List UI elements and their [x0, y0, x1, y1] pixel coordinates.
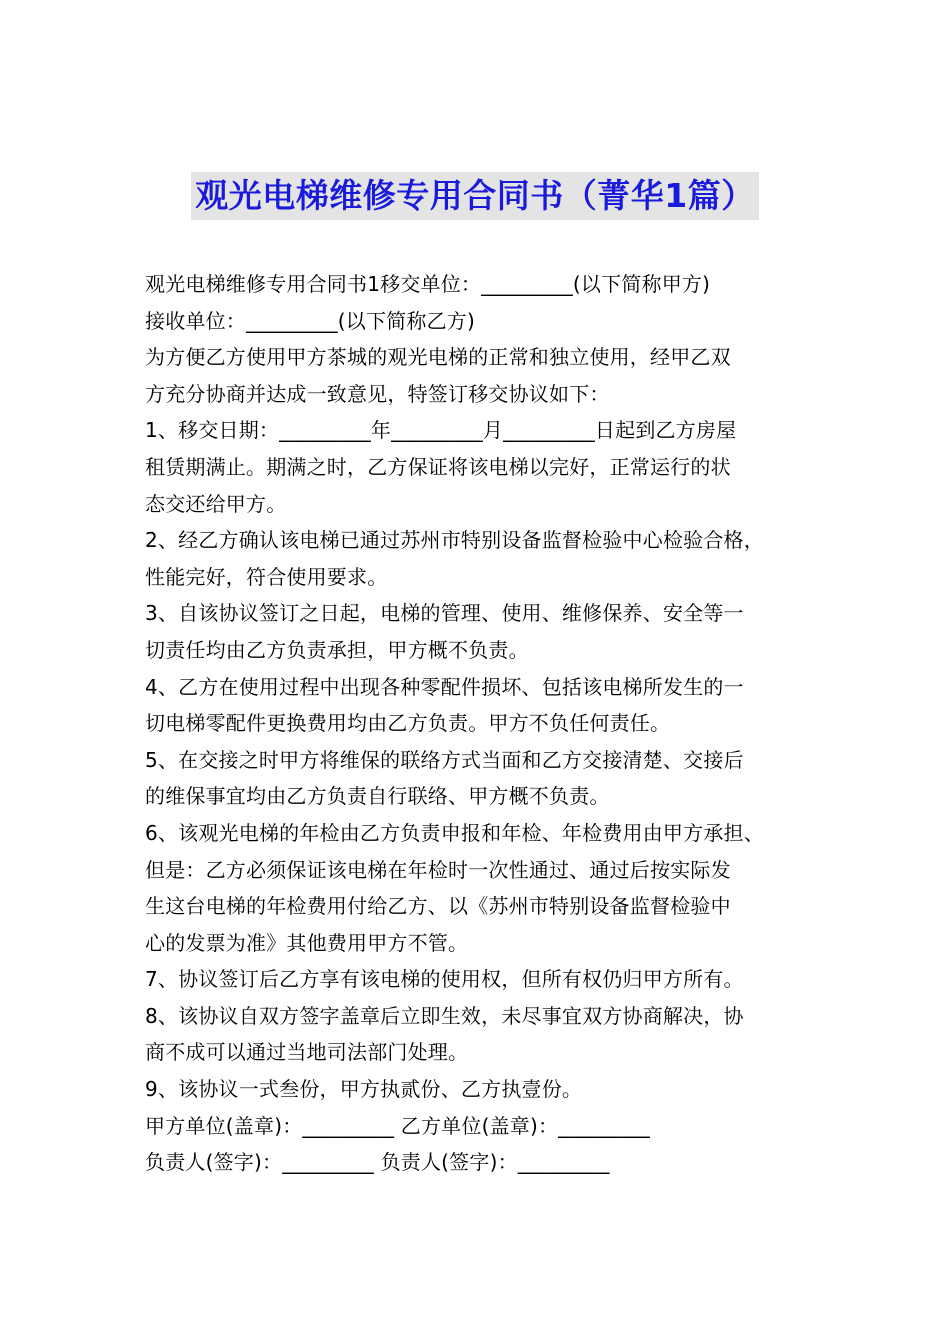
- title-container: [0, 172, 950, 220]
- signature-line: 甲方单位(盖章)：_________ 乙方单位(盖章)：_________: [145, 1113, 650, 1138]
- body-line: 接收单位：_________(以下简称乙方): [145, 308, 476, 333]
- body-line: 切电梯零配件更换费用均由乙方负责。甲方不负任何责任。: [145, 711, 671, 736]
- body-line: 租赁期满止。期满之时，乙方保证将该电梯以完好，正常运行的状: [145, 454, 731, 479]
- body-line: 8、该协议自双方签字盖章后立即生效，未尽事宜双方协商解决，协: [145, 1003, 744, 1028]
- signature-line: 负责人(签字)：_________ 负责人(签字)：_________: [145, 1150, 610, 1175]
- body-line: 心的发票为准》其他费用甲方不管。: [145, 930, 469, 955]
- body-line: 但是：乙方必须保证该电梯在年检时一次性通过、通过后按实际发: [145, 857, 731, 882]
- body-line: 为方便乙方使用甲方茶城的观光电梯的正常和独立使用，经甲乙双: [145, 345, 731, 370]
- body-line: 3、自该协议签订之日起，电梯的管理、使用、维修保养、安全等一: [145, 601, 744, 626]
- body-line: 观光电梯维修专用合同书1移交单位：_________(以下简称甲方): [145, 272, 711, 296]
- document-title: 观光电梯维修专用合同书（菁华1篇）: [191, 172, 758, 220]
- body-line: 7、协议签订后乙方享有该电梯的使用权，但所有权仍归甲方所有。: [145, 967, 744, 992]
- body-line: 的维保事宜均由乙方负责自行联络、甲方概不负责。: [145, 784, 610, 809]
- body-line: 商不成可以通过当地司法部门处理。: [145, 1040, 469, 1065]
- body-line: 4、乙方在使用过程中出现各种零配件损坏、包括该电梯所发生的一: [145, 674, 744, 699]
- body-line: 态交还给甲方。: [145, 491, 287, 516]
- body-line: 5、在交接之时甲方将维保的联络方式当面和乙方交接清楚、交接后: [145, 747, 744, 772]
- body-line: 生这台电梯的年检费用付给乙方、以《苏州市特别设备监督检验中: [145, 894, 731, 919]
- body-line: 9、该协议一式叁份，甲方执贰份、乙方执壹份。: [145, 1077, 583, 1102]
- body-line: 2、经乙方确认该电梯已通过苏州市特别设备监督检验中心检验合格，: [145, 528, 764, 553]
- body-line: 1、移交日期：_________年_________月_________日起到乙方房屋: [145, 418, 737, 443]
- body-line: 切责任均由乙方负责承担，甲方概不负责。: [145, 637, 529, 662]
- body-line: 性能完好，符合使用要求。: [145, 564, 388, 589]
- document-body: [145, 266, 820, 1181]
- body-line: 方充分协商并达成一致意见，特签订移交协议如下：: [145, 381, 610, 406]
- body-line: 6、该观光电梯的年检由乙方负责申报和年检、年检费用由甲方承担、: [145, 820, 764, 845]
